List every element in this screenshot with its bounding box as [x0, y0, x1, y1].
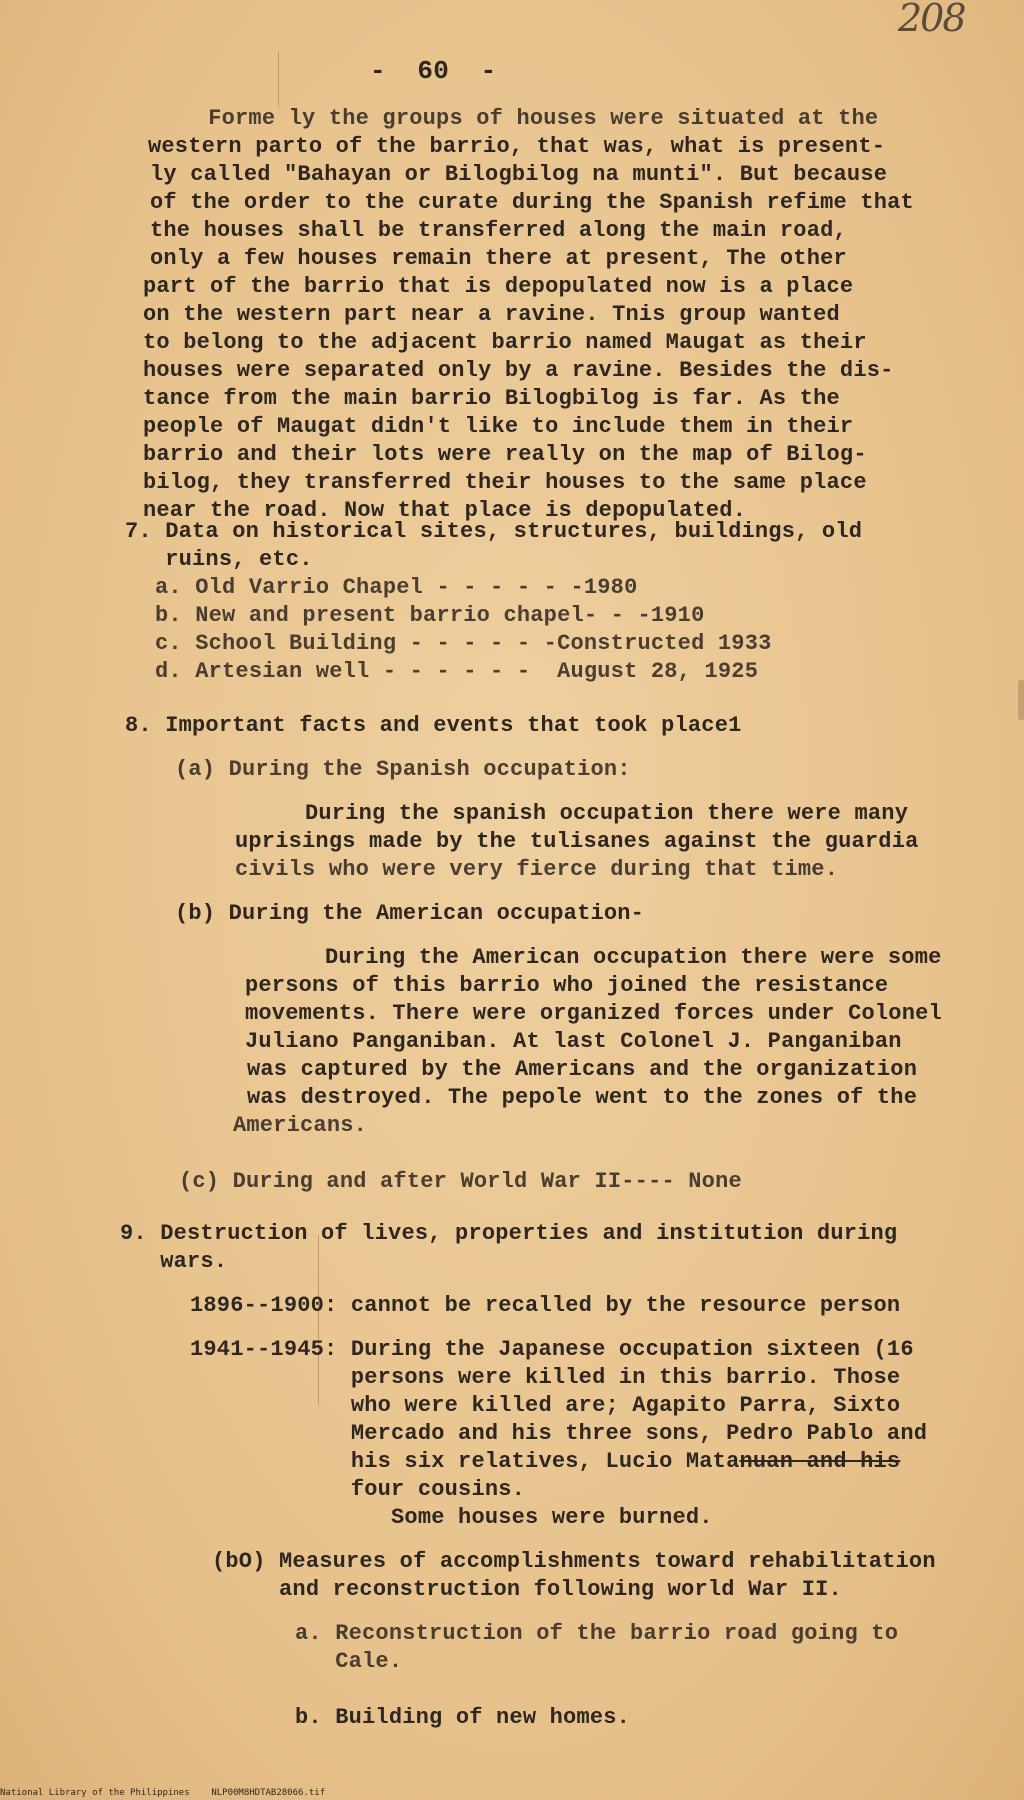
war-entry	[190, 1448, 936, 1476]
subsection-label: (a) During the Spanish occupation:	[175, 757, 631, 782]
text-line: was captured by the Americans and the organization	[247, 1057, 918, 1082]
text-line: Americans.	[233, 1113, 368, 1138]
list-item: b. Building of new homes.	[295, 1705, 631, 1730]
war-entry: 1896--1900: cannot be recalled by the resource person	[190, 1293, 901, 1318]
section-heading: 8. Important facts and events that took place1	[125, 713, 742, 738]
page-number: - 60 -	[370, 56, 497, 86]
war-entry-text: his six relatives, Lucio Mata	[190, 1449, 740, 1474]
list-item: d. Artesian well - - - - - - August 28, 1925	[155, 659, 759, 684]
war-entry: who were killed are; Agapito Parra, Sixto	[190, 1393, 901, 1418]
text-line: ly called "Bahayan or Bilogbilog na munti". But because	[150, 162, 888, 187]
list-item: a. Old Varrio Chapel - - - - - -1980	[155, 575, 638, 600]
text-line: the houses shall be transferred along the main road,	[150, 218, 847, 243]
list-item: c. School Building - - - - - -Constructed 1933	[155, 631, 772, 656]
text-line: was destroyed. The pepole went to the zones of the	[247, 1085, 918, 1110]
list-item: b. New and present barrio chapel- - -1910	[155, 603, 705, 628]
section-heading: ruins, etc.	[125, 547, 313, 572]
war-entry: Mercado and his three sons, Pedro Pablo and	[190, 1421, 928, 1446]
war-entry: Some houses were burned.	[190, 1505, 713, 1530]
subsection-label: (b) During the American occupation-	[175, 901, 645, 926]
war-entry: persons were killed in this barrio. Those	[190, 1365, 901, 1390]
text-line: Forme ly the groups of houses were situated at the	[168, 106, 879, 131]
text-line: tance from the main barrio Bilogbilog is far. As the	[143, 386, 840, 411]
text-line: movements. There were organized forces under Colonel	[245, 1001, 942, 1026]
section-heading: 9. Destruction of lives, properties and institution during	[120, 1221, 898, 1246]
text-line: uprisings made by the tulisanes against the guardia	[235, 829, 919, 854]
text-line: of the order to the curate during the Spanish refime that	[150, 190, 914, 215]
margin-pencil-mark	[278, 52, 279, 107]
text-line: During the spanish occupation there were many	[305, 801, 909, 826]
subsection-label: and reconstruction following world War II.	[212, 1577, 842, 1602]
war-entry: 1941--1945: During the Japanese occupation sixteen (16	[190, 1337, 914, 1362]
section-8	[125, 712, 942, 1196]
text-line: persons of this barrio who joined the resistance	[245, 973, 889, 998]
text-line: near the road. Now that place is depopulated.	[143, 498, 747, 523]
text-line: people of Maugat didn't like to include them in their	[143, 414, 854, 439]
text-line: Juliano Panganiban. At last Colonel J. Panganiban	[245, 1029, 902, 1054]
text-line: During the American occupation there were some	[325, 945, 942, 970]
section-7	[125, 518, 862, 686]
list-item: a. Reconstruction of the barrio road going to	[295, 1621, 899, 1646]
text-line: barrio and their lots were really on the map of Bilog-	[143, 442, 867, 467]
text-line: to belong to the adjacent barrio named Maugat as their	[143, 330, 867, 355]
page-edge-tab	[1018, 680, 1024, 720]
text-line: part of the barrio that is depopulated now is a place	[143, 274, 854, 299]
war-entry: four cousins.	[190, 1477, 526, 1502]
text-line: only a few houses remain there at present, The other	[150, 246, 847, 271]
struck-text: nuan and his	[739, 1449, 901, 1474]
section-9	[120, 1220, 936, 1732]
text-line: bilog, they transferred their houses to the same place	[143, 470, 867, 495]
footer-caption: National Library of the Philippines NLP00M8HDTAB28066.tif	[0, 1788, 326, 1798]
text-line: on the western part near a ravine. Tnis group wanted	[143, 302, 840, 327]
handwritten-page-number: 208	[898, 0, 965, 40]
section-heading: wars.	[120, 1249, 228, 1274]
text-line: houses were separated only by a ravine. Besides the dis-	[143, 358, 894, 383]
subsection-label: (bO) Measures of accomplishments toward rehabilitation	[212, 1549, 936, 1574]
intro-paragraph	[143, 105, 914, 525]
subsection-label: (c) During and after World War II---- None	[179, 1169, 742, 1194]
text-line: civils who were very fierce during that time.	[235, 857, 839, 882]
section-heading: 7. Data on historical sites, structures, buildings, old	[125, 519, 863, 544]
list-item: Cale.	[295, 1649, 403, 1674]
text-line: western parto of the barrio, that was, what is present-	[148, 134, 886, 159]
